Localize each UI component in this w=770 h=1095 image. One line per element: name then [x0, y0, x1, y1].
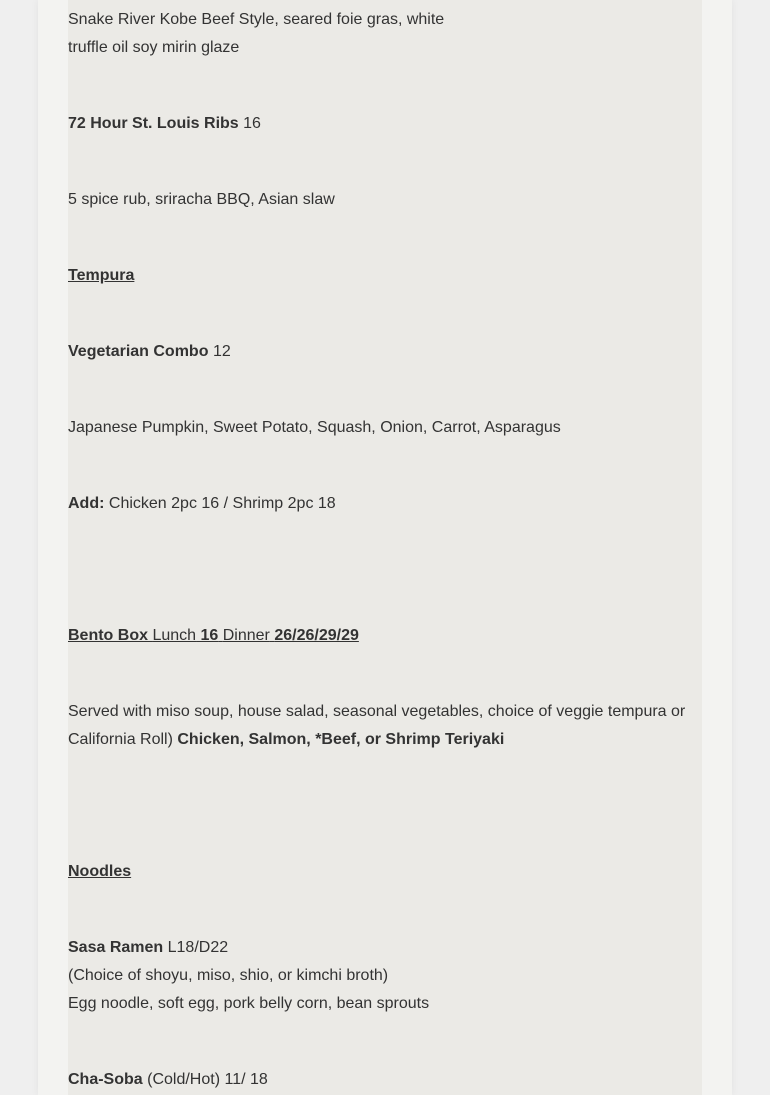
- tempura-heading-row: [68, 262, 698, 290]
- vegetarian-combo-description: Japanese Pumpkin, Sweet Potato, Squash, Onion, Carrot, Asparagus: [68, 419, 561, 436]
- noodles-heading: Noodles: [68, 863, 132, 880]
- bento-lunch-label: Lunch: [152, 627, 197, 644]
- tempura-heading: Tempura: [68, 267, 135, 284]
- cha-soba-item: [68, 1066, 698, 1094]
- sasa-ramen-item: [68, 934, 698, 962]
- bento-lunch-price: 16: [200, 627, 219, 644]
- ribs-item: [68, 110, 698, 138]
- vegetarian-combo-name: Vegetarian Combo: [68, 343, 209, 360]
- sasa-ramen-broth: (Choice of shoyu, miso, shio, or kimchi broth): [68, 967, 389, 984]
- bento-choices: Chicken, Salmon, *Beef, or Shrimp Teriyaki: [177, 731, 505, 748]
- tempura-add-label: Add:: [68, 495, 105, 512]
- sasa-ramen-name: Sasa Ramen: [68, 939, 164, 956]
- bento-description: [68, 698, 693, 754]
- bento-dinner-prices: 26/26/29/29: [274, 627, 359, 644]
- vegetarian-combo-item: [68, 338, 698, 366]
- bento-box-name: Bento Box: [68, 627, 148, 644]
- menu-content-area: [68, 0, 702, 1095]
- kobe-description-line-1: Snake River Kobe Beef Style, seared foie gras, white: [68, 11, 445, 28]
- bento-description-text: Served with miso soup, house salad, seasonal vegetables, choice of veggie tempura or California Roll): [68, 703, 686, 748]
- ribs-name: 72 Hour St. Louis Ribs: [68, 115, 239, 132]
- sasa-ramen-description: Egg noodle, soft egg, pork belly corn, bean sprouts: [68, 995, 430, 1012]
- sasa-ramen-price: L18/D22: [167, 939, 229, 956]
- cha-soba-detail: (Cold/Hot) 11/ 18: [147, 1071, 268, 1088]
- noodles-heading-row: [68, 858, 698, 886]
- tempura-add-text: Chicken 2pc 16 / Shrimp 2pc 18: [108, 495, 336, 512]
- ribs-description: 5 spice rub, sriracha BBQ, Asian slaw: [68, 191, 335, 208]
- bento-box-item: [68, 622, 698, 650]
- bento-dinner-label: Dinner: [222, 627, 270, 644]
- vegetarian-combo-price: 12: [212, 343, 231, 360]
- tempura-add-row: [68, 490, 698, 518]
- kobe-description-line-2: truffle oil soy mirin glaze: [68, 39, 240, 56]
- cha-soba-name: Cha-Soba: [68, 1071, 143, 1088]
- ribs-price: 16: [243, 115, 261, 132]
